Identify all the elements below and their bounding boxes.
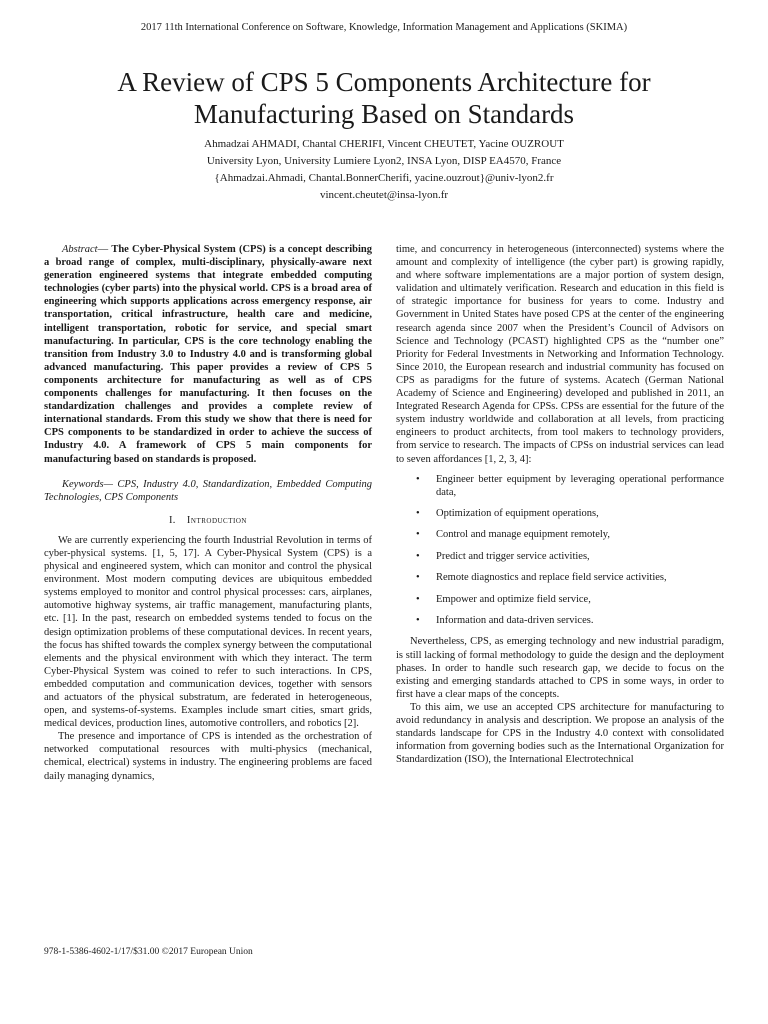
list-item: • Control and manage equipment remotely, <box>416 529 610 541</box>
list-item: • Optimization of equipment operations, <box>416 508 599 520</box>
keywords-label: Keywords— <box>62 478 118 490</box>
list-item: • Empower and optimize field service, <box>416 593 591 605</box>
section-title: Introduction <box>186 514 247 526</box>
author-block <box>0 136 768 204</box>
list-item: • Remote diagnostics and replace field service activities, <box>416 572 667 584</box>
copyright-footer: 978-1-5386-4602-1/17/$31.00 ©2017 European Union <box>44 947 253 957</box>
section-number: I. <box>169 514 176 526</box>
right-column <box>396 243 724 766</box>
conference-header: 2017 11th International Conference on Software, Knowledge, Information Management and Applications (SKIMA) <box>140 22 628 33</box>
bullet-icon: • <box>416 593 420 605</box>
title-line-2: Manufacturing Based on Standards <box>193 99 575 129</box>
keywords <box>44 478 372 504</box>
bullet-icon: • <box>416 473 420 485</box>
keywords-text: CPS, Industry 4.0, Standardization, Embedded Computing Technologies, CPS Components <box>44 478 372 503</box>
intro-paragraph-3: time, and concurrency in heterogeneous (interconnected) systems where the amount and complexity of intelligence (the cyber part) is growing rapidly, and where software implementations are a major portion of system design, validation and ultimately verification. Research and education in this field is of strategic importance for business for years to come. Industry and Government in United States have posed CPS at the center of the engineering research agenda since 2007 when the President’s Council of Advisors on Science and Technology (PCAST) highlighted CPS as the “number one” Priority for Federal Investments in Networking and Information Technology. Since 2010, the European research and industrial community has focused on CPS as paradigms for the future of systems. Acatech (German National Academy of Science and Engineering) developed and published in 2011, an Integrated Research Agenda for CPSs. CPSs are essential for the future of the system industry worldwide and collaboration at all levels, from practicing engineers to product architects, from tool makers to technology providers, from service to research. The impacts of CPSs on industrial services can lead to seven affordances [1, 2, 3, 4]: <box>396 244 724 465</box>
bullet-icon: • <box>416 508 420 520</box>
bullet-icon: • <box>416 529 420 541</box>
intro-paragraph-5: To this aim, we use an accepted CPS architecture for manufacturing to avoid redundancy in analysis and description. We propose an analysis of the standards landscape for CPS in the Industry 4.0 context with consolidated information from governing bodies such as the International Organization for Standardization (ISO), the International Electrotechnical <box>396 701 724 766</box>
list-item: • Engineer better equipment by leveraging operational performance data, <box>416 473 724 498</box>
abstract <box>44 243 372 466</box>
author-affiliation: University Lyon, University Lumiere Lyon2, INSA Lyon, DISP EA4570, France <box>206 155 562 167</box>
list-item: • Predict and trigger service activities, <box>416 550 590 562</box>
author-emails: {Ahmadzai.Ahmadi, Chantal.BonnerCherifi, yacine.ouzrout}@univ-lyon2.fr <box>214 172 554 184</box>
bullet-icon: • <box>416 615 420 627</box>
paper-title <box>40 66 728 130</box>
abstract-dash: — <box>97 244 112 255</box>
title-line-1: A Review of CPS 5 Components Architecture for <box>117 67 651 97</box>
bullet-icon: • <box>416 550 420 562</box>
bullet-icon: • <box>416 572 420 584</box>
list-item: • Information and data-driven services. <box>416 615 594 627</box>
intro-paragraph-4: Nevertheless, CPS, as emerging technology and new industrial paradigm, is still lacking of formal methodology to guide the design and the deployment phases. In order to handle such research gap, we decide to focus on the existing and emerging standards attached to CPS in some ways, in order to first have a clear maps of the concepts. <box>396 636 724 700</box>
author-names: Ahmadzai AHMADI, Chantal CHERIFI, Vincent CHEUTET, Yacine OUZROUT <box>204 138 564 150</box>
author-email-2: vincent.cheutet@insa-lyon.fr <box>319 189 449 201</box>
intro-paragraph-2: The presence and importance of CPS is intended as the orchestration of networked computational resources with multi-physics (mechanical, chemical, electrical) systems in industry. The engineering problems are faced daily managing dynamics, <box>44 731 372 782</box>
section-heading-introduction <box>44 514 372 527</box>
abstract-label: Abstract <box>62 244 98 255</box>
abstract-text: The Cyber-Physical System (CPS) is a concept describing a broad range of complex, multi-disciplinary, physically-aware next generation engineered systems that integrate embedded computing technologies (cyber parts) into the physical world. CPS is a broad area of engineering which supports applications across emergency response, air transportation, critical infrastructure, health care and medicine, intelligent transportation, robotic for service, and special smart manufacturing. In particular, CPS is the core technology enabling the transition from Industry 3.0 to Industry 4.0 and is transforming global advanced manufacturing. This paper provides a review of CPS 5 components architecture for manufacturing as well as of CPS components challenges for manufacturing. It then focuses on the standardization challenges and provides a complete review of international standards. From this study we show that there is need for CPS components to be standardized in order to achieve the success of Industry 4.0. A framework of CPS 5 main components for manufacturing based on standards is proposed. <box>44 244 372 465</box>
left-column <box>44 243 372 783</box>
affordances-list <box>396 473 724 628</box>
intro-paragraph-1: We are currently experiencing the fourth Industrial Revolution in terms of cyber-physical systems. [1, 5, 17]. A Cyber-Physical System (CPS) is a physical and engineered system, which can monitor and control the physical environment. Most modern computing devices are ubiquitous embedded systems employed to monitor and control physical processes: cars, airplanes, automotive highway systems, air traffic management, manufacturing plants, etc. [1]. In the past, research on embedded systems tended to focus on the design optimization problems of these computational devices. In recent years, the focus has shifted towards the complex synergy between the computational elements and the physical environment with which they interact. The term Cyber-Physical System was coined to refer to such interactions. In CPS, embedded computation and communication devices, together with sensors and actuators of the physical substratum, are federated in heterogeneous, open, and systems-of-systems. Examples include smart cities, smart grids, medical devices, production lines, automotive controllers, and robotics [2]. <box>44 534 372 730</box>
